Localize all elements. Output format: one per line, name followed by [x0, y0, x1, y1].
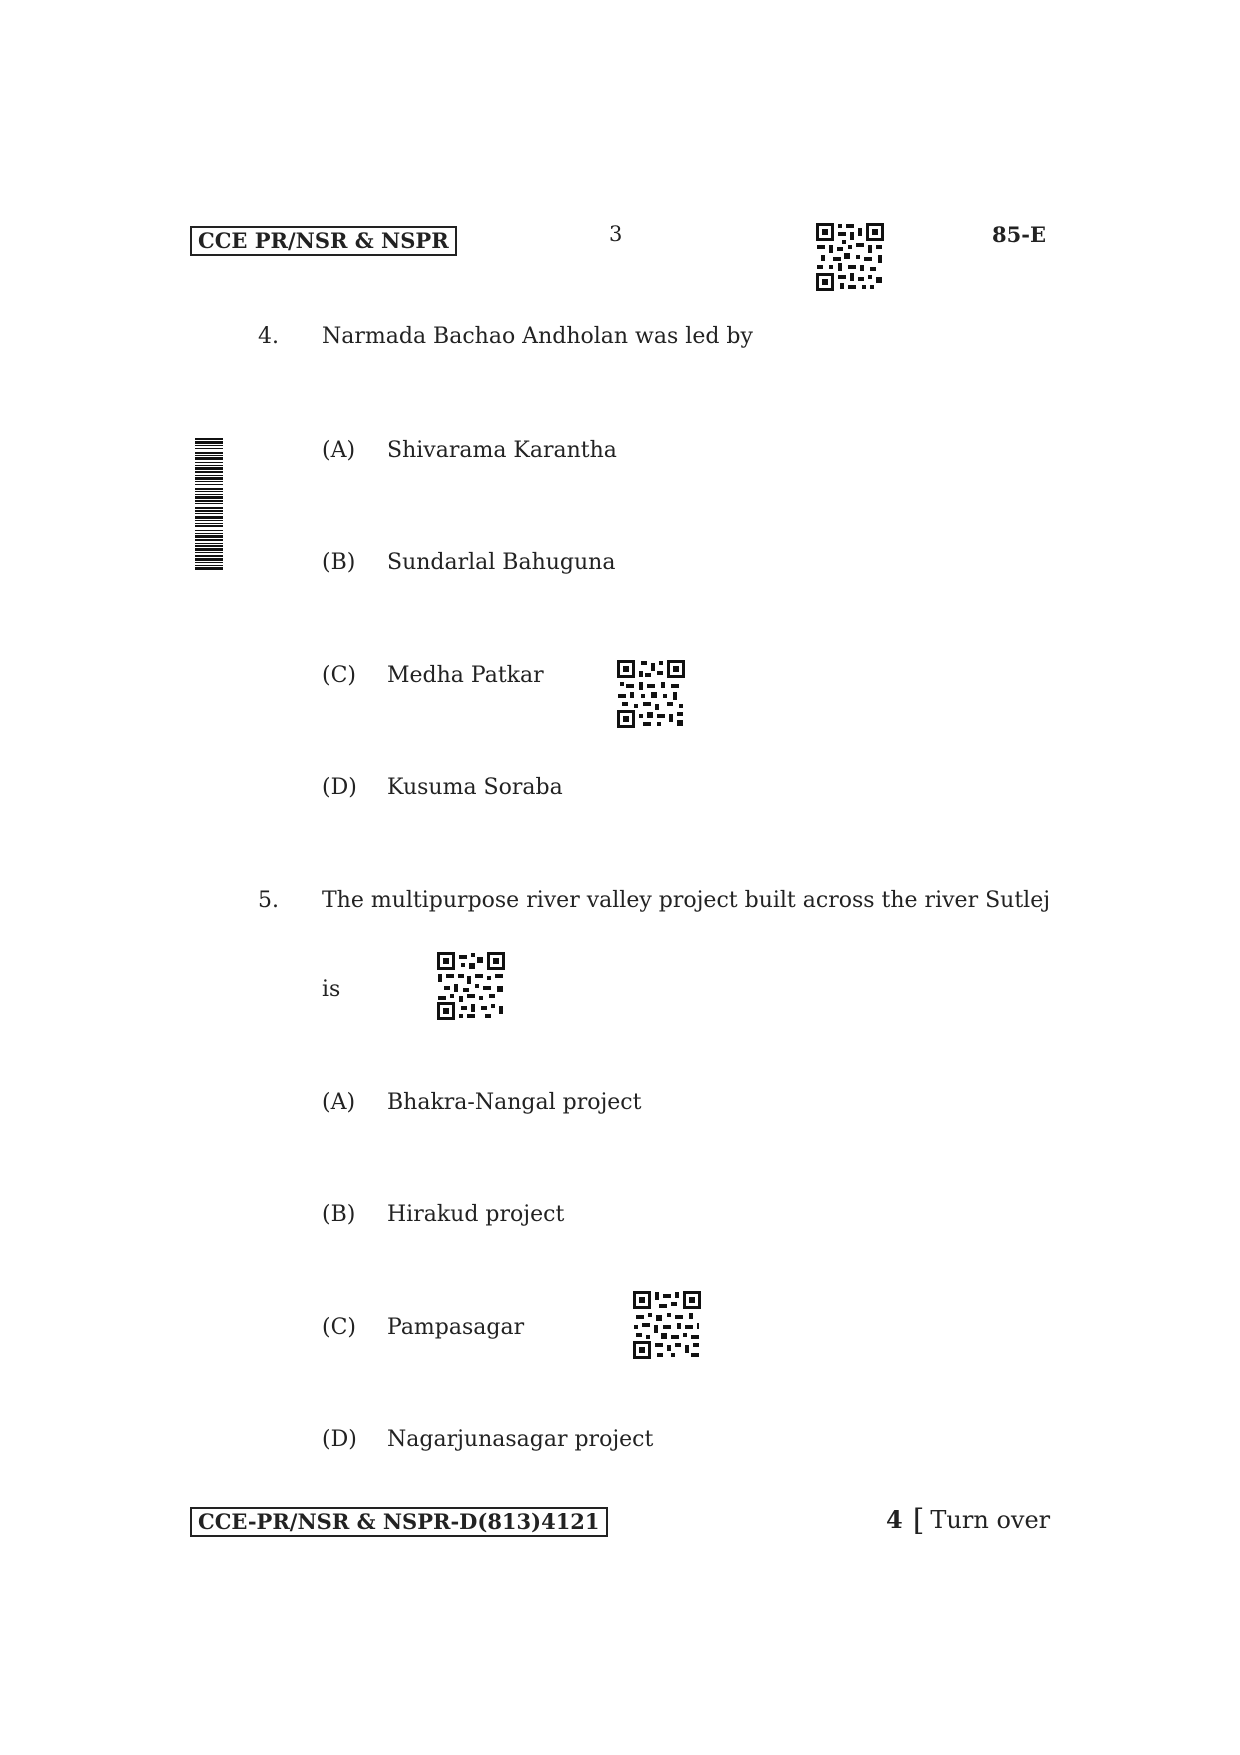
page-number: 3 [609, 222, 623, 246]
turn-over-text: Turn over [930, 1506, 1051, 1534]
turn-over-note [886, 1503, 1050, 1538]
q5-option-c-text: Pampasagar [387, 1315, 525, 1340]
qr-code-header [815, 222, 885, 292]
q5-option-a-label: (A) [322, 1090, 356, 1115]
document-code-box [190, 1507, 608, 1537]
barcode-vertical [195, 438, 223, 710]
question-4-text: Narmada Bachao Andholan was led by [322, 324, 753, 349]
q4-option-a-text: Shivarama Karantha [387, 438, 617, 463]
exam-code: CCE PR/NSR & NSPR [198, 228, 449, 253]
q5-option-c-label: (C) [322, 1315, 356, 1340]
q4-option-d-text: Kusuma Soraba [387, 775, 563, 800]
question-4-number: 4. [258, 324, 279, 349]
exam-code-box [190, 226, 457, 256]
next-page-number: 4 [886, 1505, 903, 1534]
q5-option-d-text: Nagarjunasagar project [387, 1427, 654, 1452]
question-5-number: 5. [258, 888, 279, 913]
document-code: CCE-PR/NSR & NSPR-D(813)4121 [198, 1509, 600, 1534]
q4-option-c-label: (C) [322, 663, 356, 688]
q5-option-b-label: (B) [322, 1202, 356, 1227]
turn-over-bracket: [ [912, 1503, 925, 1538]
qr-code-q5-option [632, 1290, 702, 1360]
q4-option-d-label: (D) [322, 775, 357, 800]
q5-option-a-text: Bhakra-Nangal project [387, 1090, 642, 1115]
q4-option-b-text: Sundarlal Bahuguna [387, 550, 616, 575]
q5-option-d-label: (D) [322, 1427, 357, 1452]
q5-option-b-text: Hirakud project [387, 1202, 565, 1227]
qr-code-q4 [616, 659, 686, 729]
q4-option-a-label: (A) [322, 438, 356, 463]
q4-option-c-text: Medha Patkar [387, 663, 544, 688]
paper-code: 85-E [992, 222, 1046, 247]
qr-code-q5 [436, 951, 506, 1021]
question-5-text: The multipurpose river valley project built across the river Sutlej [322, 888, 1051, 913]
q4-option-b-label: (B) [322, 550, 356, 575]
question-5-text-continued: is [322, 977, 341, 1002]
